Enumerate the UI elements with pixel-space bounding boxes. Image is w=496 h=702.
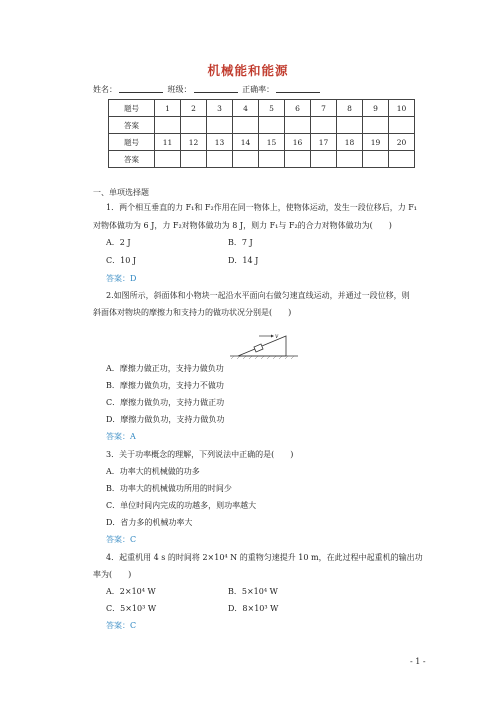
rate-blank (276, 84, 320, 93)
question-3-option-d: D．省力多的机械功率大 (106, 518, 193, 527)
question-2-option-b: B．摩擦力做负功，支持力不做功 (106, 381, 224, 390)
question-2-text-cont: 斜面体对物块的摩擦力和支持力的做功状况分别是( ) (93, 308, 292, 317)
question-4-option-a: A．2×10⁴ W (106, 587, 156, 596)
answer-cell[interactable] (285, 151, 311, 168)
answer-cell[interactable] (311, 151, 337, 168)
answer-cell[interactable] (207, 151, 233, 168)
question-1-option-a: A．2 J (106, 238, 131, 247)
table-cell: 13 (207, 134, 233, 151)
answer-cell[interactable] (259, 151, 285, 168)
answer-cell[interactable] (259, 117, 285, 134)
table-header-cell: 答案 (109, 117, 155, 134)
table-cell: 6 (285, 100, 311, 117)
question-1-text: 1．两个相互垂直的力 F₁和 F₂作用在同一物体上，使物体运动，发生一段位移后，力 F₁ (106, 203, 417, 212)
table-header-cell: 题号 (109, 134, 155, 151)
answer-table (108, 99, 415, 168)
table-cell: 19 (363, 134, 389, 151)
answer-cell[interactable] (155, 151, 181, 168)
answer-cell[interactable] (363, 151, 389, 168)
answer-cell[interactable] (233, 117, 259, 134)
answer-cell[interactable] (207, 117, 233, 134)
name-blank (119, 84, 163, 93)
rate-label: 正确率： (242, 85, 275, 94)
page-number: - 1 - (410, 657, 426, 666)
table-row (109, 151, 415, 168)
answer-cell[interactable] (389, 151, 415, 168)
question-1-option-d: D．14 J (228, 256, 259, 265)
table-cell: 7 (311, 100, 337, 117)
table-cell: 20 (389, 134, 415, 151)
table-cell: 14 (233, 134, 259, 151)
velocity-arrow-head (271, 335, 274, 338)
question-4-text-cont: 率为( ) (93, 570, 132, 579)
question-4-option-b: B．5×10⁴ W (228, 587, 278, 596)
table-row (109, 134, 415, 151)
incline-diagram (228, 330, 300, 360)
answer-cell[interactable] (181, 117, 207, 134)
table-cell: 4 (233, 100, 259, 117)
table-cell: 9 (363, 100, 389, 117)
question-3-text: 3．关于功率概念的理解，下列说法中正确的是( ) (106, 450, 294, 459)
table-cell: 8 (337, 100, 363, 117)
question-3-option-a: A．功率大的机械做的功多 (106, 467, 200, 476)
table-header-cell: 题号 (109, 100, 155, 117)
answer-cell[interactable] (233, 151, 259, 168)
table-cell: 17 (311, 134, 337, 151)
answer-cell[interactable] (155, 117, 181, 134)
table-cell: 12 (181, 134, 207, 151)
table-cell: 2 (181, 100, 207, 117)
table-row (109, 117, 415, 134)
student-info-row (93, 84, 322, 95)
velocity-label: v (275, 333, 279, 340)
class-label: 班级： (167, 85, 192, 94)
table-cell: 11 (155, 134, 181, 151)
question-1-text-cont: 对物体做功为 6 J，力 F₂对物体做功为 8 J，则力 F₁与 F₂的合力对物体做功为( ) (93, 221, 392, 230)
section-heading: 一、单项选择题 (93, 188, 149, 197)
question-2-option-a: A．摩擦力做正功，支持力做负功 (106, 364, 224, 373)
question-2-answer: 答案：A (106, 432, 136, 441)
small-block (254, 344, 263, 352)
table-cell: 15 (259, 134, 285, 151)
table-cell: 1 (155, 100, 181, 117)
answer-cell[interactable] (337, 117, 363, 134)
table-cell: 3 (207, 100, 233, 117)
question-3-option-b: B．功率大的机械做功所用的时间少 (106, 484, 232, 493)
ground-hatching (231, 356, 294, 359)
answer-cell[interactable] (337, 151, 363, 168)
table-header-cell: 答案 (109, 151, 155, 168)
table-cell: 10 (389, 100, 415, 117)
answer-cell[interactable] (285, 117, 311, 134)
question-4-text: 4．起重机用 4 s 的时间将 2×10⁴ N 的重物匀速提升 10 m，在此过程中起重机的输出功 (106, 553, 423, 562)
answer-cell[interactable] (363, 117, 389, 134)
table-row (109, 100, 415, 117)
table-cell: 18 (337, 134, 363, 151)
class-blank (194, 84, 238, 93)
answer-cell[interactable] (389, 117, 415, 134)
question-2-option-d: D．摩擦力做负功，支持力做负功 (106, 415, 225, 424)
question-1-option-b: B．7 J (228, 238, 253, 247)
question-2-text: 2.如图所示，斜面体和小物块一起沿水平面向右做匀速直线运动，并通过一段位移，则 (106, 291, 410, 300)
question-3-answer: 答案：C (106, 535, 137, 544)
name-label: 姓名： (93, 85, 117, 94)
question-1-answer: 答案：D (106, 274, 137, 283)
question-3-option-c: C．单位时间内完成的功越多，则功率越大 (106, 501, 257, 510)
page-title: 机械能和能源 (207, 63, 289, 78)
question-4-option-c: C．5×10³ W (106, 604, 157, 613)
answer-cell[interactable] (311, 117, 337, 134)
question-4-option-d: D．8×10³ W (228, 604, 279, 613)
question-2-option-c: C．摩擦力做负功，支持力做正功 (106, 398, 225, 407)
table-cell: 16 (285, 134, 311, 151)
question-1-option-c: C．10 J (106, 256, 137, 265)
table-cell: 5 (259, 100, 285, 117)
question-4-answer: 答案：C (106, 621, 137, 630)
answer-cell[interactable] (181, 151, 207, 168)
